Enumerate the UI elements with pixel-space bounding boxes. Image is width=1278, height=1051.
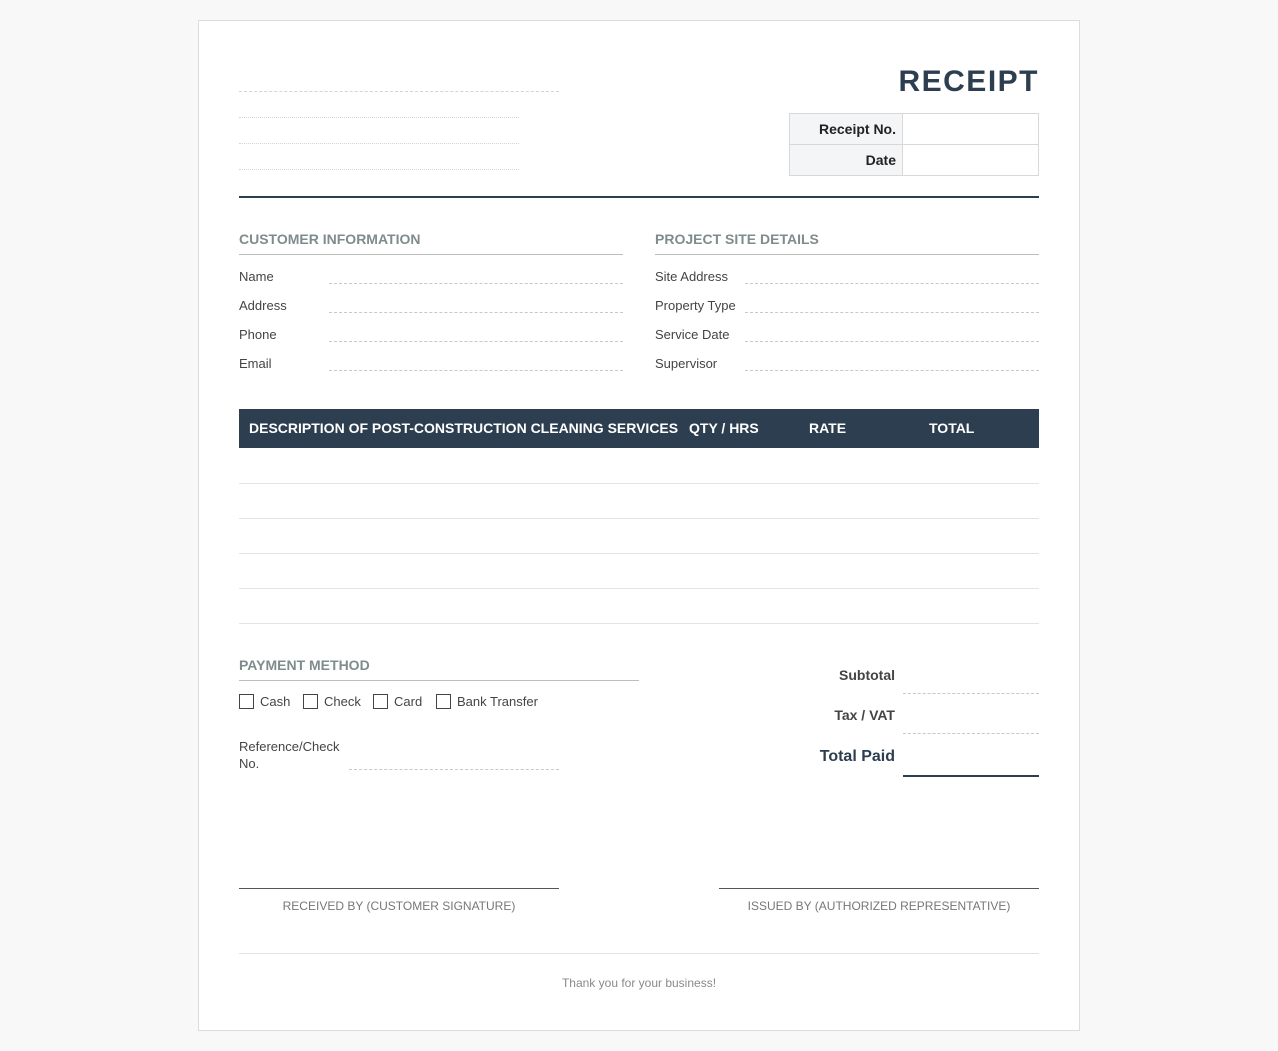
payment-section-title: PAYMENT METHOD	[239, 657, 639, 681]
customer-address-field[interactable]	[329, 312, 623, 313]
customer-signature-line[interactable]	[239, 888, 559, 889]
footer-divider	[239, 953, 1039, 954]
receipt-page	[198, 20, 1080, 1031]
payment-option-card[interactable]	[373, 694, 422, 709]
customer-phone-label: Phone	[239, 327, 277, 342]
receipt-no-label: Receipt No.	[790, 114, 903, 145]
table-row[interactable]	[239, 518, 1039, 519]
company-name-line[interactable]	[239, 91, 559, 92]
payment-option-check[interactable]	[303, 694, 361, 709]
company-phone-line[interactable]	[239, 143, 519, 144]
tax-field[interactable]	[903, 733, 1039, 734]
property-type-field[interactable]	[745, 312, 1039, 313]
total-paid-label: Total Paid	[819, 748, 895, 765]
date-label: Date	[790, 145, 903, 176]
card-label: Card	[394, 694, 423, 709]
service-date-label: Service Date	[655, 327, 730, 342]
receipt-no-field[interactable]	[903, 114, 1039, 145]
issuer-signature-label: ISSUED BY (AUTHORIZED REPRESENTATIVE)	[747, 899, 1011, 913]
company-email-line[interactable]	[239, 169, 519, 170]
check-label: Check	[324, 694, 361, 709]
customer-email-label: Email	[239, 356, 272, 371]
issuer-signature-line[interactable]	[719, 888, 1039, 889]
company-address-line[interactable]	[239, 117, 519, 118]
bank-transfer-checkbox[interactable]	[436, 694, 451, 709]
col-description: DESCRIPTION OF POST-CONSTRUCTION CLEANING SERVICES	[249, 420, 679, 436]
project-section-title: PROJECT SITE DETAILS	[655, 231, 1039, 255]
table-row[interactable]	[239, 623, 1039, 624]
table-row[interactable]	[239, 553, 1039, 554]
customer-phone-field[interactable]	[329, 341, 623, 342]
table-row[interactable]	[239, 483, 1039, 484]
check-checkbox[interactable]	[303, 694, 318, 709]
receipt-meta-table	[789, 113, 1039, 176]
card-checkbox[interactable]	[373, 694, 388, 709]
table-row[interactable]	[239, 588, 1039, 589]
total-paid-field[interactable]	[903, 775, 1039, 777]
site-address-field[interactable]	[745, 283, 1039, 284]
customer-address-label: Address	[239, 298, 287, 313]
cash-checkbox[interactable]	[239, 694, 254, 709]
customer-name-field[interactable]	[329, 283, 623, 284]
customer-section-title: CUSTOMER INFORMATION	[239, 231, 623, 255]
reference-label: Reference/Check No.	[239, 739, 340, 771]
subtotal-field[interactable]	[903, 693, 1039, 694]
customer-name-label: Name	[239, 269, 274, 284]
service-date-field[interactable]	[745, 341, 1039, 342]
cash-label: Cash	[260, 694, 291, 709]
services-table-header	[239, 409, 1039, 448]
customer-signature-label: RECEIVED BY (CUSTOMER SIGNATURE)	[282, 899, 516, 913]
payment-option-bank-transfer[interactable]	[436, 694, 538, 709]
supervisor-label: Supervisor	[655, 356, 718, 371]
property-type-label: Property Type	[655, 298, 736, 313]
col-qty-hrs: QTY / HRS	[689, 420, 759, 436]
supervisor-field[interactable]	[745, 370, 1039, 371]
receipt-title: RECEIPT	[898, 65, 1039, 98]
date-field[interactable]	[903, 145, 1039, 176]
tax-label: Tax / VAT	[834, 707, 895, 723]
site-address-label: Site Address	[655, 269, 728, 284]
customer-email-field[interactable]	[329, 370, 623, 371]
col-rate: RATE	[809, 420, 847, 436]
header-divider	[239, 196, 1039, 198]
col-total: TOTAL	[929, 420, 975, 436]
subtotal-label: Subtotal	[839, 667, 895, 683]
bank-transfer-label: Bank Transfer	[457, 694, 538, 709]
footer-thank-you: Thank you for your business!	[561, 976, 717, 990]
reference-field[interactable]	[349, 769, 559, 770]
payment-option-cash[interactable]	[239, 694, 290, 709]
